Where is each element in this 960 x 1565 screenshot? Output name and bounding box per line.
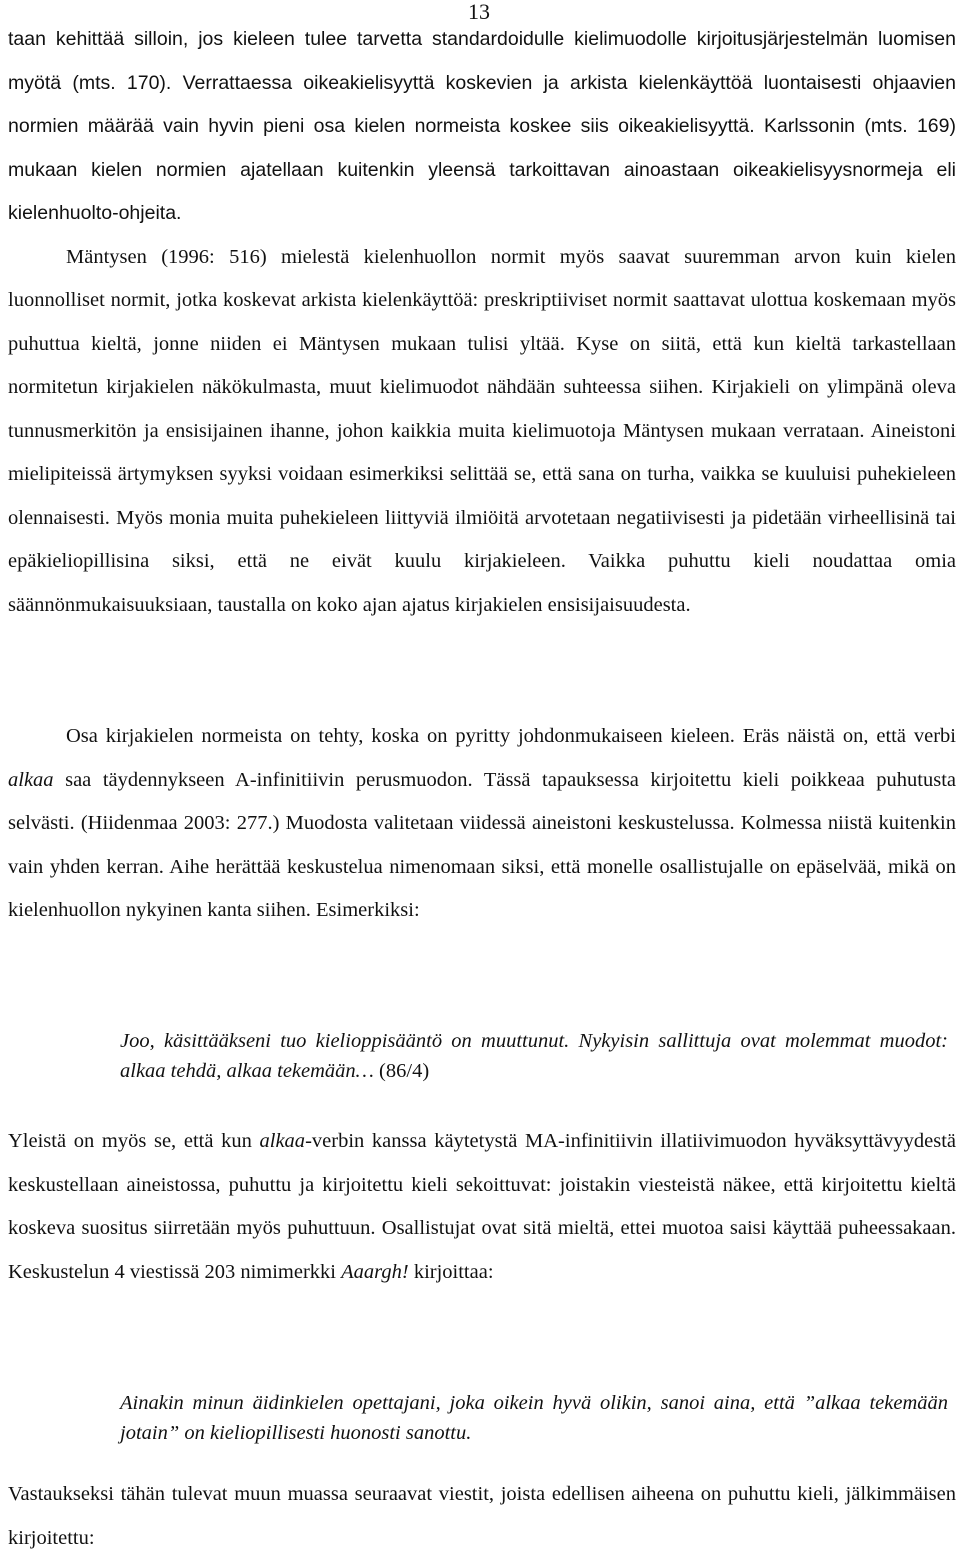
text-run: Osa kirjakielen normeista on tehty, koska on pyritty johdonmukaiseen kieleen. Eräs näistä on, että verbi <box>66 725 956 747</box>
text-block-4 <box>8 1473 956 1560</box>
quote-text: Joo, käsittääkseni tuo kielioppisääntö on muuttunut. Nykyisin sallittuja ovat molemmat muodot: alkaa tehdä, alkaa tekemään… <box>120 1030 948 1082</box>
text-run: -verbin kanssa käytetystä MA-infinitiivin illatiivimuodon hyväksyttävyydestä keskustellaan aineistossa, puhuttu ja kirjoitettu kieli sekoittuvat: joistakin viesteistä näkee, että kirjoitettu kieltä koskeva suositus siirretään myös puhuttuun. Osallistujat ovat sitä mieltä, ettei muotoa saisi käyttää puheessakaan. Keskustelun 4 viestissä 203 nimimerkki <box>8 1130 956 1283</box>
paragraph-mantysen: Mäntysen (1996: 516) mielestä kielenhuollon normit myös saavat suuremman arvon kuin kielen luonnolliset normit, jotka koskevat arkista kielenkäyttöä: preskriptiiviset normit saattavat ulottua koskemaan myös puhuttua kieltä, jonne niiden ei Mäntysen mukaan tulisi yltää. Kyse on siitä, että kun kieltä tarkastellaan normitetun kirjakielen näkökulmasta, muut kielimuodot nähdään suhteessa siihen. Kirjakieli on ylimpänä oleva tunnusmerkitön ja ensisijainen ihanne, johon kaikkia muita kielimuotoja Mäntysen mukaan verrataan. Aineistoni mielipiteissä ärtymyksen syyksi voidaan esimerkiksi selittää se, että sana on turha, vaikka se kuuluisi puhekieleen olennaisesti. Myös monia muita puhekieleen liittyviä ilmiöitä arvotetaan negatiivisesti ja pidetään virheellisinä tai epäkieliopillisina siksi, että ne eivät kuulu kirjakieleen. Vaikka puhuttu kieli noudattaa omia säännönmukaisuuksiaan, taustalla on koko ajan ajatus kirjakielen ensisijaisuudesta. <box>8 245 956 616</box>
paragraph-alkaa-norm <box>8 715 956 933</box>
emphasis-alkaa: alkaa <box>259 1130 306 1152</box>
emphasis-nickname: Aaargh! <box>341 1260 409 1283</box>
paragraph-illatiivi <box>8 1120 956 1294</box>
text-block-2 <box>8 715 956 933</box>
page-number: 13 <box>468 0 490 24</box>
text-run: saa täydennykseen A-infinitiivin perusmuodon. Tässä tapauksessa kirjoitettu kieli poikkeaa puhutusta selvästi. (Hiidenmaa 2003: 277.) Muodosta valitetaan viidessä aineistoni keskustelussa. Kolmessa niistä kuitenkin vain yhden kerran. Aihe herättää keskustelua nimenomaan siksi, että monelle osallistujalle on epäselvää, mikä on kielenhuollon nykyinen kanta siihen. Esimerkiksi: <box>8 768 956 921</box>
emphasis-alkaa: alkaa <box>8 768 54 791</box>
text-block-1 <box>8 18 956 627</box>
quote-text: Ainakin minun äidinkielen opettajani, joka oikein hyvä olikin, sanoi aina, että ”alkaa tekemään jotain” on kieliopillisesti huonosti sanottu. <box>120 1392 948 1444</box>
paragraph-vastaukseksi: Vastaukseksi tähän tulevat muun muassa seuraavat viestit, joista edellisen aiheena on puhuttu kieli, jälkimmäisen kirjoitettu: <box>8 1483 956 1549</box>
text-run: Yleistä on myös se, että kun <box>8 1130 260 1152</box>
text-run: kirjoittaa: <box>408 1260 494 1283</box>
quote-block-1 <box>120 1026 948 1086</box>
text-block-3 <box>8 1120 956 1294</box>
quote-reference: (86/4) <box>373 1060 430 1082</box>
quote-block-2 <box>120 1388 948 1448</box>
paragraph-sans-continuation: taan kehittää silloin, jos kieleen tulee tarvetta standardoidulle kielimuodolle kirjoitusjärjestelmän luomisen myötä (mts. 170). Verrattaessa oikeakielisyyttä koskevien ja arkista kielenkäyttöä luontaisesti ohjaavien normien määrää vain hyvin pieni osa kielen normeista koskee siis oikeakielisyyttä. Karlssonin (mts. 169) mukaan kielen normien ajatellaan kuitenkin yleensä tarkoittavan ainoastaan oikeakielisyysnormeja eli kielenhuolto-ohjeita. <box>8 28 956 224</box>
